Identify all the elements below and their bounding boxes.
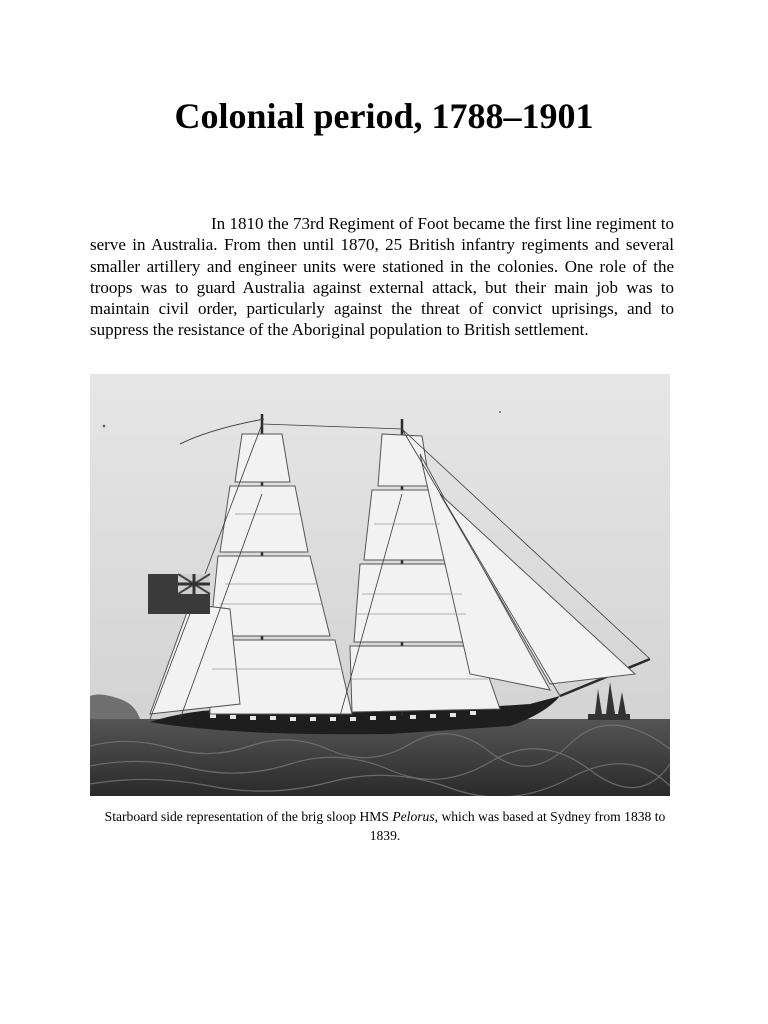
page-title: Colonial period, 1788–1901 bbox=[174, 96, 594, 136]
body-paragraph: In 1810 the 73rd Regiment of Foot became the first line regiment to serve in Australia. From then until 1870, 25 British infantry regiments and several smaller artillery and engineer units were stationed in the colonies. One role of the troops was to guard Australia against external attack, but their main job was to maintain civil order, particularly against the threat of convict uprisings, and to suppress the resistance of the Aboriginal population to British settlement. bbox=[90, 214, 674, 340]
figure-caption bbox=[90, 807, 680, 845]
caption-text-start: Starboard side representation of the brig sloop HMS bbox=[104, 809, 393, 824]
caption-ship-name: Pelorus bbox=[392, 809, 435, 824]
sailing-ship-illustration-icon bbox=[90, 374, 670, 796]
ship-image bbox=[90, 374, 670, 796]
caption-text-end: , which was based at Sydney from 1838 to 1839. bbox=[369, 809, 666, 843]
